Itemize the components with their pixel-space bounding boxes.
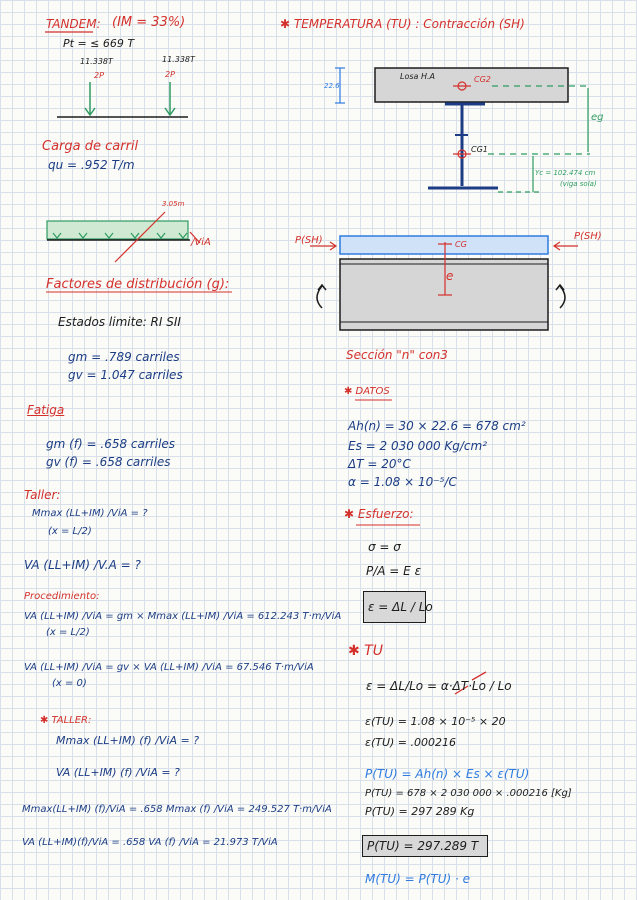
epsilon-box [363, 591, 433, 623]
mtu-equation: M(TU) = P(TU) · e [365, 872, 471, 886]
losa-label: Losa H.A [400, 72, 435, 81]
taller-title: Taller: [24, 488, 61, 502]
es-value: Es = 2 030 000 Kg/cm² [348, 439, 488, 453]
pa-eq: P/A = E ε [366, 564, 422, 578]
slab-sh [340, 236, 548, 254]
impact-factor: (IM = 33%) [112, 15, 186, 30]
esfuerzo-title: ✱ Esfuerzo: [344, 507, 414, 521]
va-equation-2: VA (LL+IM) /ViA = gv × VA (LL+IM) /ViA = 67.546 T·m/ViA [24, 662, 314, 673]
psh-left: P(SH) [295, 235, 323, 246]
fatiga-title: Fatiga [27, 403, 65, 417]
ptu-numbers: P(TU) = 678 × 2 030 000 × .000216 [Kg] [365, 788, 572, 799]
gm-fatiga: gm (f) = .658 carriles [46, 437, 176, 451]
ptu-final: P(TU) = 297.289 T [367, 839, 479, 853]
x-half: (x = L/2) [48, 526, 92, 537]
load-b: 11.338T [162, 55, 195, 64]
p-a: 2P [94, 71, 104, 80]
epsilon-tu-value: ε(TU) = 1.08 × 10⁻⁵ × 20 [365, 715, 506, 728]
ptu-equation: P(TU) = Ah(n) × Es × ε(TU) [365, 767, 530, 781]
eg-label: eg [591, 112, 604, 123]
estados-limite: Estados limite: RI SII [58, 315, 181, 329]
procedimiento-title: Procedimiento: [24, 591, 100, 602]
carril-title: Carga de carril [42, 139, 139, 154]
e-label: e [446, 269, 454, 283]
epsilon-tu-result: ε(TU) = .000216 [365, 736, 456, 749]
mmax-fatiga-question: Mmax (LL+IM) (f) /ViA = ? [56, 734, 200, 747]
carril-qu: qu = .952 T/m [48, 158, 135, 172]
epsilon-def: ε = ΔL / Lo [368, 600, 433, 614]
dim-305: 3.05m [162, 200, 185, 208]
tu-title: ✱ TU [348, 643, 383, 659]
dim-226: 22.6 [324, 82, 340, 90]
gm-value: gm = .789 carriles [68, 350, 180, 364]
viga-label: /ViA [191, 237, 211, 248]
cg2-label: CG2 [474, 75, 491, 84]
p-b: 2P [165, 70, 175, 79]
va-question: VA (LL+IM) /V.A = ? [24, 558, 141, 572]
temperatura-title: ✱ TEMPERATURA (TU) : Contracción (SH) [280, 17, 525, 31]
viga-sola-label: (viga sola) [560, 180, 597, 188]
gv-fatiga: gv (f) = .658 carriles [46, 455, 171, 469]
cg1-label: CG1 [471, 145, 488, 154]
va-fatiga-result: VA (LL+IM)(f)/ViA = .658 VA (f) /ViA = 21.973 T/ViA [22, 837, 278, 848]
distributed-load [47, 221, 188, 239]
sigma-eq: σ = σ [368, 540, 401, 554]
load-a: 11.338T [80, 57, 113, 66]
x-zero: (x = 0) [52, 678, 87, 689]
dt-value: ΔT = 20°C [348, 457, 411, 471]
va-fatiga-question: VA (LL+IM) (f) /ViA = ? [56, 766, 180, 779]
va-equation: VA (LL+IM) /ViA = gm × Mmax (LL+IM) /ViA = 612.243 T·m/ViA [24, 611, 342, 622]
ptu-box [362, 835, 488, 857]
taller2-title: ✱ TALLER: [40, 715, 92, 726]
pt-value: Pt = ≤ 669 T [63, 37, 135, 50]
seccion-label: Sección "n" con3 [346, 348, 448, 362]
ptu-kg: P(TU) = 297 289 Kg [365, 805, 475, 818]
mmax-fatiga-result: Mmax(LL+IM) (f)/ViA = .658 Mmax (f) /ViA = 249.527 T·m/ViA [22, 804, 332, 815]
ah-value: Ah(n) = 30 × 22.6 = 678 cm² [348, 419, 526, 433]
mmax-question: Mmax (LL+IM) /ViA = ? [32, 508, 148, 519]
cg-label: CG [455, 240, 467, 249]
yc-label: Yc = 102.474 cm [535, 169, 596, 177]
tandem-title: TANDEM: [46, 17, 101, 31]
gv-value: gv = 1.047 carriles [68, 368, 183, 382]
epsilon-tu: ε = ΔL/Lo = α·ΔT·Lo / Lo [366, 679, 512, 693]
factores-title: Factores de distribución (g): [46, 277, 230, 292]
datos-title: ✱ DATOS [344, 386, 390, 397]
psh-right: P(SH) [574, 231, 602, 242]
alpha-value: α = 1.08 × 10⁻⁵/C [348, 475, 457, 489]
x-half-2: (x = L/2) [46, 627, 90, 638]
